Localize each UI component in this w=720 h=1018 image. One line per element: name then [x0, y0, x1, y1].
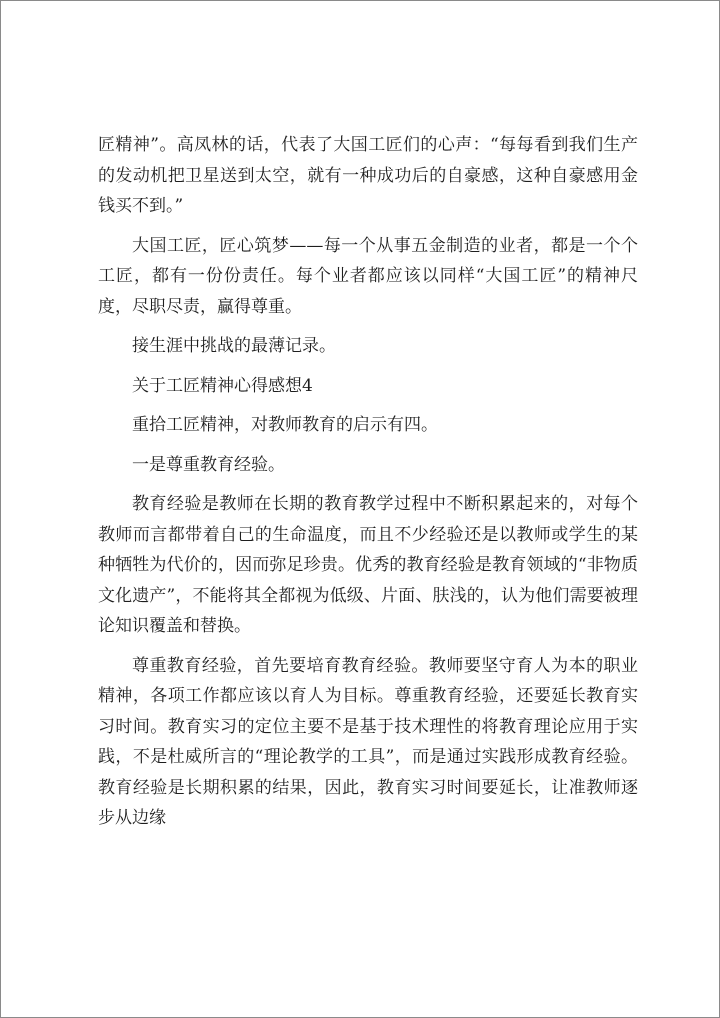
paragraph-8: 尊重教育经验，首先要培育教育经验。教师要坚守育人为本的职业精神，各项工作都应该以育人为目标。尊重教育经验，还要延长教育实习时间。教育实习的定位主要不是基于技术理性的将教育理论应用于实践，不是杜威所言的“理论教学的工具”，而是通过实践形成教育经验。教育经验是长期积累的结果，因此，教育实习时间要延长，让准教师逐步从边缘: [98, 655, 638, 828]
document-body: [98, 130, 638, 843]
paragraph-7: 教育经验是教师在长期的教育教学过程中不断积累起来的，对每个教师而言都带着自己的生命温度，而且不少经验还是以教师或学生的某种牺牲为代价的，因而弥足珍贵。优秀的教育经验是教育领域的“非物质文化遗产”，不能将其全都视为低级、片面、肤浅的，认为他们需要被理论知识覆盖和替换。: [98, 494, 638, 636]
section-heading: 关于工匠精神心得感想4: [132, 375, 313, 396]
paragraph-3: 接生涯中挑战的最薄记录。: [132, 336, 336, 356]
paragraph-5: 重拾工匠精神，对教师教育的启示有四。: [132, 415, 438, 435]
paragraph-1: 匠精神”。高凤林的话，代表了大国工匠们的心声：“每每看到我们生产的发动机把卫星送到太空，就有一种成功后的自豪感，这种自豪感用金钱买不到。”: [98, 135, 638, 216]
paragraph-6: 一是尊重教育经验。: [132, 454, 285, 475]
paragraph-2: 大国工匠，匠心筑梦——每一个从事五金制造的业者，都是一个个工匠，都有一份份责任。每个业者都应该以同样“大国工匠”的精神尺度，尽职尽责，赢得尊重。: [98, 235, 638, 317]
